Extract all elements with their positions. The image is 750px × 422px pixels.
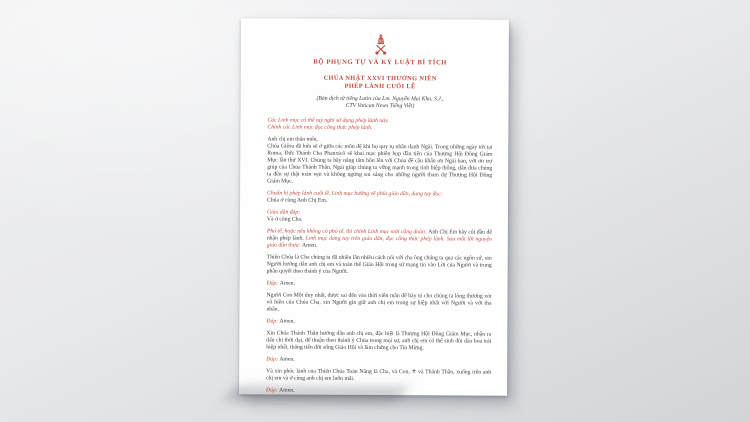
response-4-rubric: Đáp: [266, 387, 280, 394]
response-3 [266, 356, 491, 364]
invitation-text: Amen. [301, 242, 318, 249]
greeting-text: Chúa ở cùng Anh Chị Em. [267, 197, 328, 204]
blessing-father-text: Thiên Chúa là Cha chúng ta đã nhiều lần nhiều cách nói với cha ông chúng ta qua các ngôn sứ, xin Người hướng dẫn anh chị em và toàn thể Giáo Hội trong sứ mạng tin vào Lời của Người và trong phân quyết theo thánh ý của Người. [266, 254, 492, 275]
greeting [267, 197, 492, 205]
response-3-text: Amen. [279, 356, 295, 363]
introduction [267, 143, 492, 186]
rubric-usage-line2-rubric: Chính các Linh mục đọc công thức phép lành. [267, 124, 373, 131]
rubric-usage-line2 [267, 124, 492, 132]
salutation-text: Anh chị em thân mến, [267, 136, 318, 143]
rubric-blessing-preparation-rubric: Chuẩn bị phép lành cuối lễ, Linh mục hướng về phía giáo dân, dang tay đọc: [267, 190, 443, 198]
response-4-text: Amen. [279, 387, 295, 394]
document-body [266, 117, 492, 395]
final-blessing-text: Và xin phúc lành của Thiên Chúa Toàn Năng là Cha, và Con, ✝ và Thánh Thần, xuống trên anh chị em và ở cùng anh chị em luôn mãi. [266, 368, 492, 382]
greeting-response [267, 216, 492, 224]
response-1-text: Amen. [279, 280, 296, 287]
blessing-son [266, 292, 491, 314]
invitation [267, 228, 492, 250]
response-2-rubric: Đáp: [266, 318, 280, 325]
introduction-text: Chúa Giêsu đã hứa sẽ ở giữa các môn đệ khi họ quy tụ nhân danh Ngài. Trong những ngày tới tại Roma, Đức Thánh Cha Phanxicô sẽ khai mạc phiên họp đầu tiên của Thượng Hội Đồng Giám Mục lần thứ XVI. Chúng ta hãy nâng tâm hồn lên với Chúa để cầu khẩn ơn Ngài ban, với ơn trợ giúp của Chúa Thánh Thần, Ngài giúp chúng ta vững mạnh trong tình hiệp thông, dẫn đưa chúng ta đến sự thật toàn vẹn và không ngừng soi sáng cho những người tham dự Thượng Hội Đồng Giám Mục. [267, 143, 493, 185]
final-blessing [266, 368, 491, 383]
document-subtitle: PHÉP LÀNH CUỐI LỄ [344, 82, 416, 90]
blessing-holy-spirit-text: Xin Chúa Thánh Thần hướng dẫn anh chị em, đặc biệt là Thượng Hội Đồng Giám Mục, nhận ra dấu chỉ thời đại, để thuận theo thánh ý Chúa trong mọi sự, anh chị em có thể sinh dồi dào hoa trái hiệp nhất, thăng tiến đời sống Giáo Hội và làm chứng cho Tin Mừng. [266, 330, 492, 352]
rubric-people-respond-rubric: Giáo dân đáp: [266, 209, 301, 216]
blessing-father [267, 254, 492, 276]
invitation-rubric: Phó tế, hoặc nếu không có phó tế, thì chính Linh mục mời cộng đoàn: [266, 228, 429, 236]
invitation-rubric: Linh mục dang tay trên giáo dân, đọc công thức phép lành. Sau mỗi lời nguyện giáo dân thưa: [266, 235, 492, 249]
blessing-son-text: Người Con Một duy nhất, được sai đến vào thời viên mãn để bày tỏ cho chúng ta lòng thương xót vô biên của Chúa Cha, xin Người gìn giữ anh chị em trong sự hiệp nhất với Người và với tha nhân. [266, 292, 492, 313]
response-2-text: Amen. [279, 318, 295, 325]
response-1 [267, 280, 492, 288]
response-3-rubric: Đáp: [266, 356, 280, 363]
greeting-response-text: Và ở cùng Cha. [266, 216, 303, 223]
document-title: CHÚA NHẬT XXVI THƯỜNG NIÊN [323, 74, 437, 83]
response-2 [266, 318, 491, 326]
translation-note-line1: (Bản dịch từ tiếng Latin của Lm. Nguyễn Mai Kha, S.J., [316, 95, 444, 103]
response-4 [266, 387, 491, 395]
dicastery-name: BỘ PHỤNG TỰ VÀ KỶ LUẬT BÍ TÍCH [313, 58, 448, 67]
papal-crest-icon [373, 34, 387, 55]
translation-note-line2: CTV Vatican News Tiếng Việt) [345, 102, 415, 110]
invitation-text: Anh Chị Em hãy cúi đầu để nhận phép lành. [266, 229, 492, 242]
response-1-rubric: Đáp: [266, 280, 280, 287]
rubric-usage-line1-rubric: Các Linh mục có thể tuỳ nghi sử dụng phép lành này. [267, 117, 389, 125]
blessing-holy-spirit [266, 330, 491, 352]
document-page [239, 18, 509, 395]
